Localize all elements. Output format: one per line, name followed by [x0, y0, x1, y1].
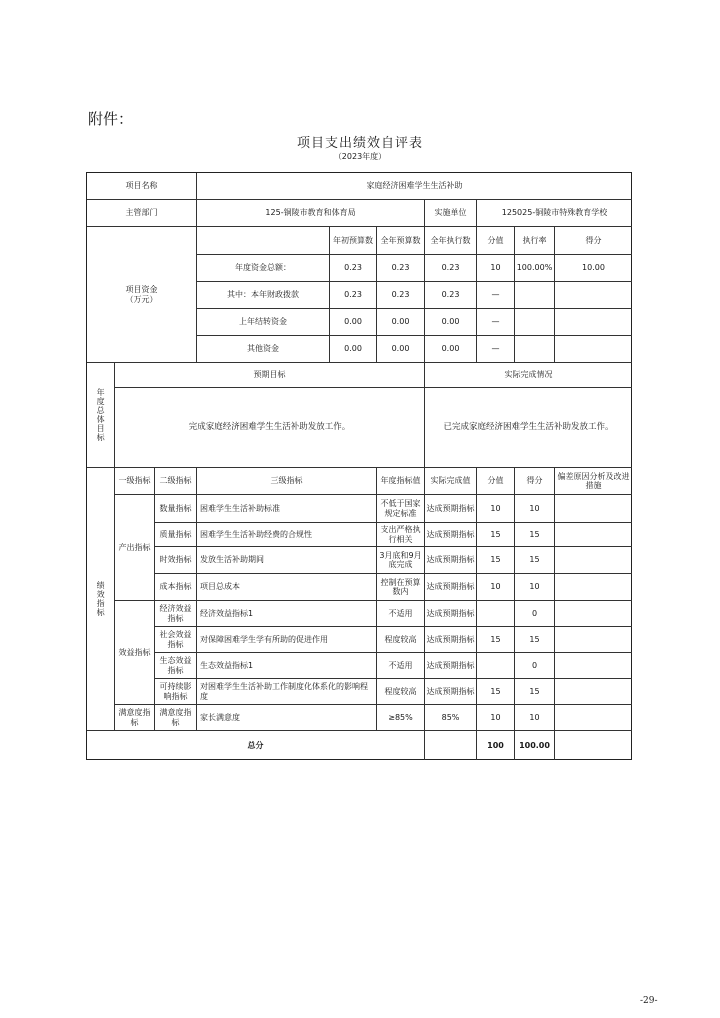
perf-row-deviation [555, 495, 632, 523]
funds-row-score: — [477, 282, 515, 309]
funds-row-initial: 0.23 [330, 255, 377, 282]
funds-row-score: — [477, 309, 515, 336]
actual-status-header: 实际完成情况 [425, 363, 632, 388]
funds-header-executed: 全年执行数 [425, 227, 477, 255]
funds-row-initial: 0.23 [330, 282, 377, 309]
actual-status-text: 已完成家庭经济困难学生生活补助发放工作。 [425, 388, 632, 468]
form-title: 项目支出绩效自评表 [296, 136, 423, 151]
perf-header-score: 分值 [477, 468, 515, 495]
expected-goal-header: 预期目标 [115, 363, 425, 388]
total-actual-blank [425, 731, 477, 760]
perf-row-actual: 85% [425, 705, 477, 731]
perf-row-target: 控制在预算数内 [377, 574, 425, 601]
total-got: 100.00 [515, 731, 555, 760]
perf-row-actual: 达成预期指标 [425, 574, 477, 601]
perf-row-level3: 经济效益指标1 [197, 601, 377, 627]
expected-goal-text: 完成家庭经济困难学生生活补助发放工作。 [115, 388, 425, 468]
funds-row-annual: 0.23 [377, 282, 425, 309]
funds-header-got: 得分 [555, 227, 632, 255]
perf-row-target: 程度较高 [377, 627, 425, 653]
perf-row-got: 15 [515, 627, 555, 653]
level1-benefit: 效益指标 [115, 601, 155, 705]
perf-row-got: 15 [515, 547, 555, 574]
funds-row-name: 上年结转资金 [197, 309, 330, 336]
funds-row-score: 10 [477, 255, 515, 282]
unit-label: 实施单位 [425, 200, 477, 227]
funds-row-name: 其中：本年财政拨款 [197, 282, 330, 309]
funds-row-annual: 0.23 [377, 255, 425, 282]
funds-row-executed: 0.00 [425, 336, 477, 363]
perf-row-target: ≥85% [377, 705, 425, 731]
perf-row-level2: 数量指标 [155, 495, 197, 523]
perf-row-deviation [555, 679, 632, 705]
project-name-value: 家庭经济困难学生生活补助 [197, 173, 632, 200]
perf-row-got: 10 [515, 574, 555, 601]
perf-row-actual: 达成预期指标 [425, 627, 477, 653]
perf-row-deviation [555, 523, 632, 547]
perf-row-level2: 社会效益指标 [155, 627, 197, 653]
perf-row-actual: 达成预期指标 [425, 547, 477, 574]
perf-header-level1: 一级指标 [115, 468, 155, 495]
perf-row-level3: 困难学生生活补助标准 [197, 495, 377, 523]
funds-row-got [555, 282, 632, 309]
perf-row-actual: 达成预期指标 [425, 495, 477, 523]
total-label: 总分 [87, 731, 425, 760]
dept-value: 125-铜陵市教育和体育局 [197, 200, 425, 227]
perf-row-deviation [555, 574, 632, 601]
perf-row-target: 不适用 [377, 653, 425, 679]
perf-row-score: 15 [477, 679, 515, 705]
total-deviation-blank [555, 731, 632, 760]
perf-row-deviation [555, 601, 632, 627]
perf-row-level3: 家长满意度 [197, 705, 377, 731]
perf-row-score: 15 [477, 547, 515, 574]
perf-row-got: 15 [515, 679, 555, 705]
perf-row-score: 15 [477, 627, 515, 653]
perf-row-level3: 发放生活补助期间 [197, 547, 377, 574]
level1-satisfaction: 满意度指标 [115, 705, 155, 731]
funds-header-annual: 全年预算数 [377, 227, 425, 255]
dept-label: 主管部门 [87, 200, 197, 227]
perf-row-target: 程度较高 [377, 679, 425, 705]
perf-row-got: 10 [515, 495, 555, 523]
perf-row-got: 0 [515, 601, 555, 627]
perf-row-level3: 项目总成本 [197, 574, 377, 601]
perf-row-score [477, 601, 515, 627]
perf-row-got: 0 [515, 653, 555, 679]
funds-row-name: 其他资金 [197, 336, 330, 363]
perf-row-level3: 对困难学生生活补助工作制度化体系化的影响程度 [197, 679, 377, 705]
project-name-label: 项目名称 [87, 173, 197, 200]
perf-header-deviation: 偏差原因分析及改进措施 [555, 468, 632, 495]
funds-row-executed: 0.23 [425, 255, 477, 282]
perf-row-deviation [555, 705, 632, 731]
perf-row-target: 支出严格执行相关 [377, 523, 425, 547]
perf-row-target: 3月底和9月底完成 [377, 547, 425, 574]
perf-row-score: 15 [477, 523, 515, 547]
page-number: -29- [640, 996, 658, 1006]
funds-label: 项目资金 （万元） [87, 227, 197, 363]
perf-header-actual: 实际完成值 [425, 468, 477, 495]
funds-row-got [555, 309, 632, 336]
perf-row-got: 10 [515, 705, 555, 731]
evaluation-table [86, 172, 632, 760]
funds-row-executed: 0.00 [425, 309, 477, 336]
funds-row-score: — [477, 336, 515, 363]
perf-header-level2: 二级指标 [155, 468, 197, 495]
perf-row-level3: 对保障困难学生学有所助的促进作用 [197, 627, 377, 653]
funds-row-rate [515, 282, 555, 309]
form-year: （2023年度） [333, 152, 387, 161]
perf-row-level3: 生态效益指标1 [197, 653, 377, 679]
funds-row-annual: 0.00 [377, 309, 425, 336]
level1-output: 产出指标 [115, 495, 155, 601]
perf-row-deviation [555, 653, 632, 679]
funds-header-rate: 执行率 [515, 227, 555, 255]
perf-row-level2: 满意度指标 [155, 705, 197, 731]
perf-row-level2: 成本指标 [155, 574, 197, 601]
perf-header-got: 得分 [515, 468, 555, 495]
perf-row-target: 不低于国家规定标准 [377, 495, 425, 523]
funds-row-rate [515, 309, 555, 336]
funds-row-name: 年度资金总额： [197, 255, 330, 282]
perf-row-level2: 经济效益指标 [155, 601, 197, 627]
funds-header-score: 分值 [477, 227, 515, 255]
perf-row-score: 10 [477, 574, 515, 601]
perf-row-level2: 时效指标 [155, 547, 197, 574]
perf-row-got: 15 [515, 523, 555, 547]
total-score: 100 [477, 731, 515, 760]
funds-row-annual: 0.00 [377, 336, 425, 363]
annual-goal-label: 年度总体目标 [87, 363, 115, 468]
funds-row-rate: 100.00% [515, 255, 555, 282]
perf-row-level2: 质量指标 [155, 523, 197, 547]
perf-row-actual: 达成预期指标 [425, 653, 477, 679]
funds-row-executed: 0.23 [425, 282, 477, 309]
perf-row-actual: 达成预期指标 [425, 523, 477, 547]
perf-header-level3: 三级指标 [197, 468, 377, 495]
funds-row-initial: 0.00 [330, 336, 377, 363]
perf-row-score: 10 [477, 495, 515, 523]
perf-row-actual: 达成预期指标 [425, 679, 477, 705]
perf-row-score: 10 [477, 705, 515, 731]
perf-row-level2: 可持续影响指标 [155, 679, 197, 705]
funds-header-initial: 年初预算数 [330, 227, 377, 255]
funds-header-blank [197, 227, 330, 255]
funds-row-got: 10.00 [555, 255, 632, 282]
funds-row-got [555, 336, 632, 363]
performance-indicator-label: 绩效指标 [87, 468, 115, 731]
unit-value: 125025-铜陵市特殊教育学校 [477, 200, 632, 227]
perf-row-level2: 生态效益指标 [155, 653, 197, 679]
perf-row-deviation [555, 627, 632, 653]
perf-header-target: 年度指标值 [377, 468, 425, 495]
funds-row-rate [515, 336, 555, 363]
perf-row-level3: 困难学生生活补助经费的合规性 [197, 523, 377, 547]
perf-row-score [477, 653, 515, 679]
funds-row-initial: 0.00 [330, 309, 377, 336]
perf-row-target: 不适用 [377, 601, 425, 627]
attachment-label: 附件： [88, 110, 134, 128]
perf-row-deviation [555, 547, 632, 574]
perf-row-actual: 达成预期指标 [425, 601, 477, 627]
